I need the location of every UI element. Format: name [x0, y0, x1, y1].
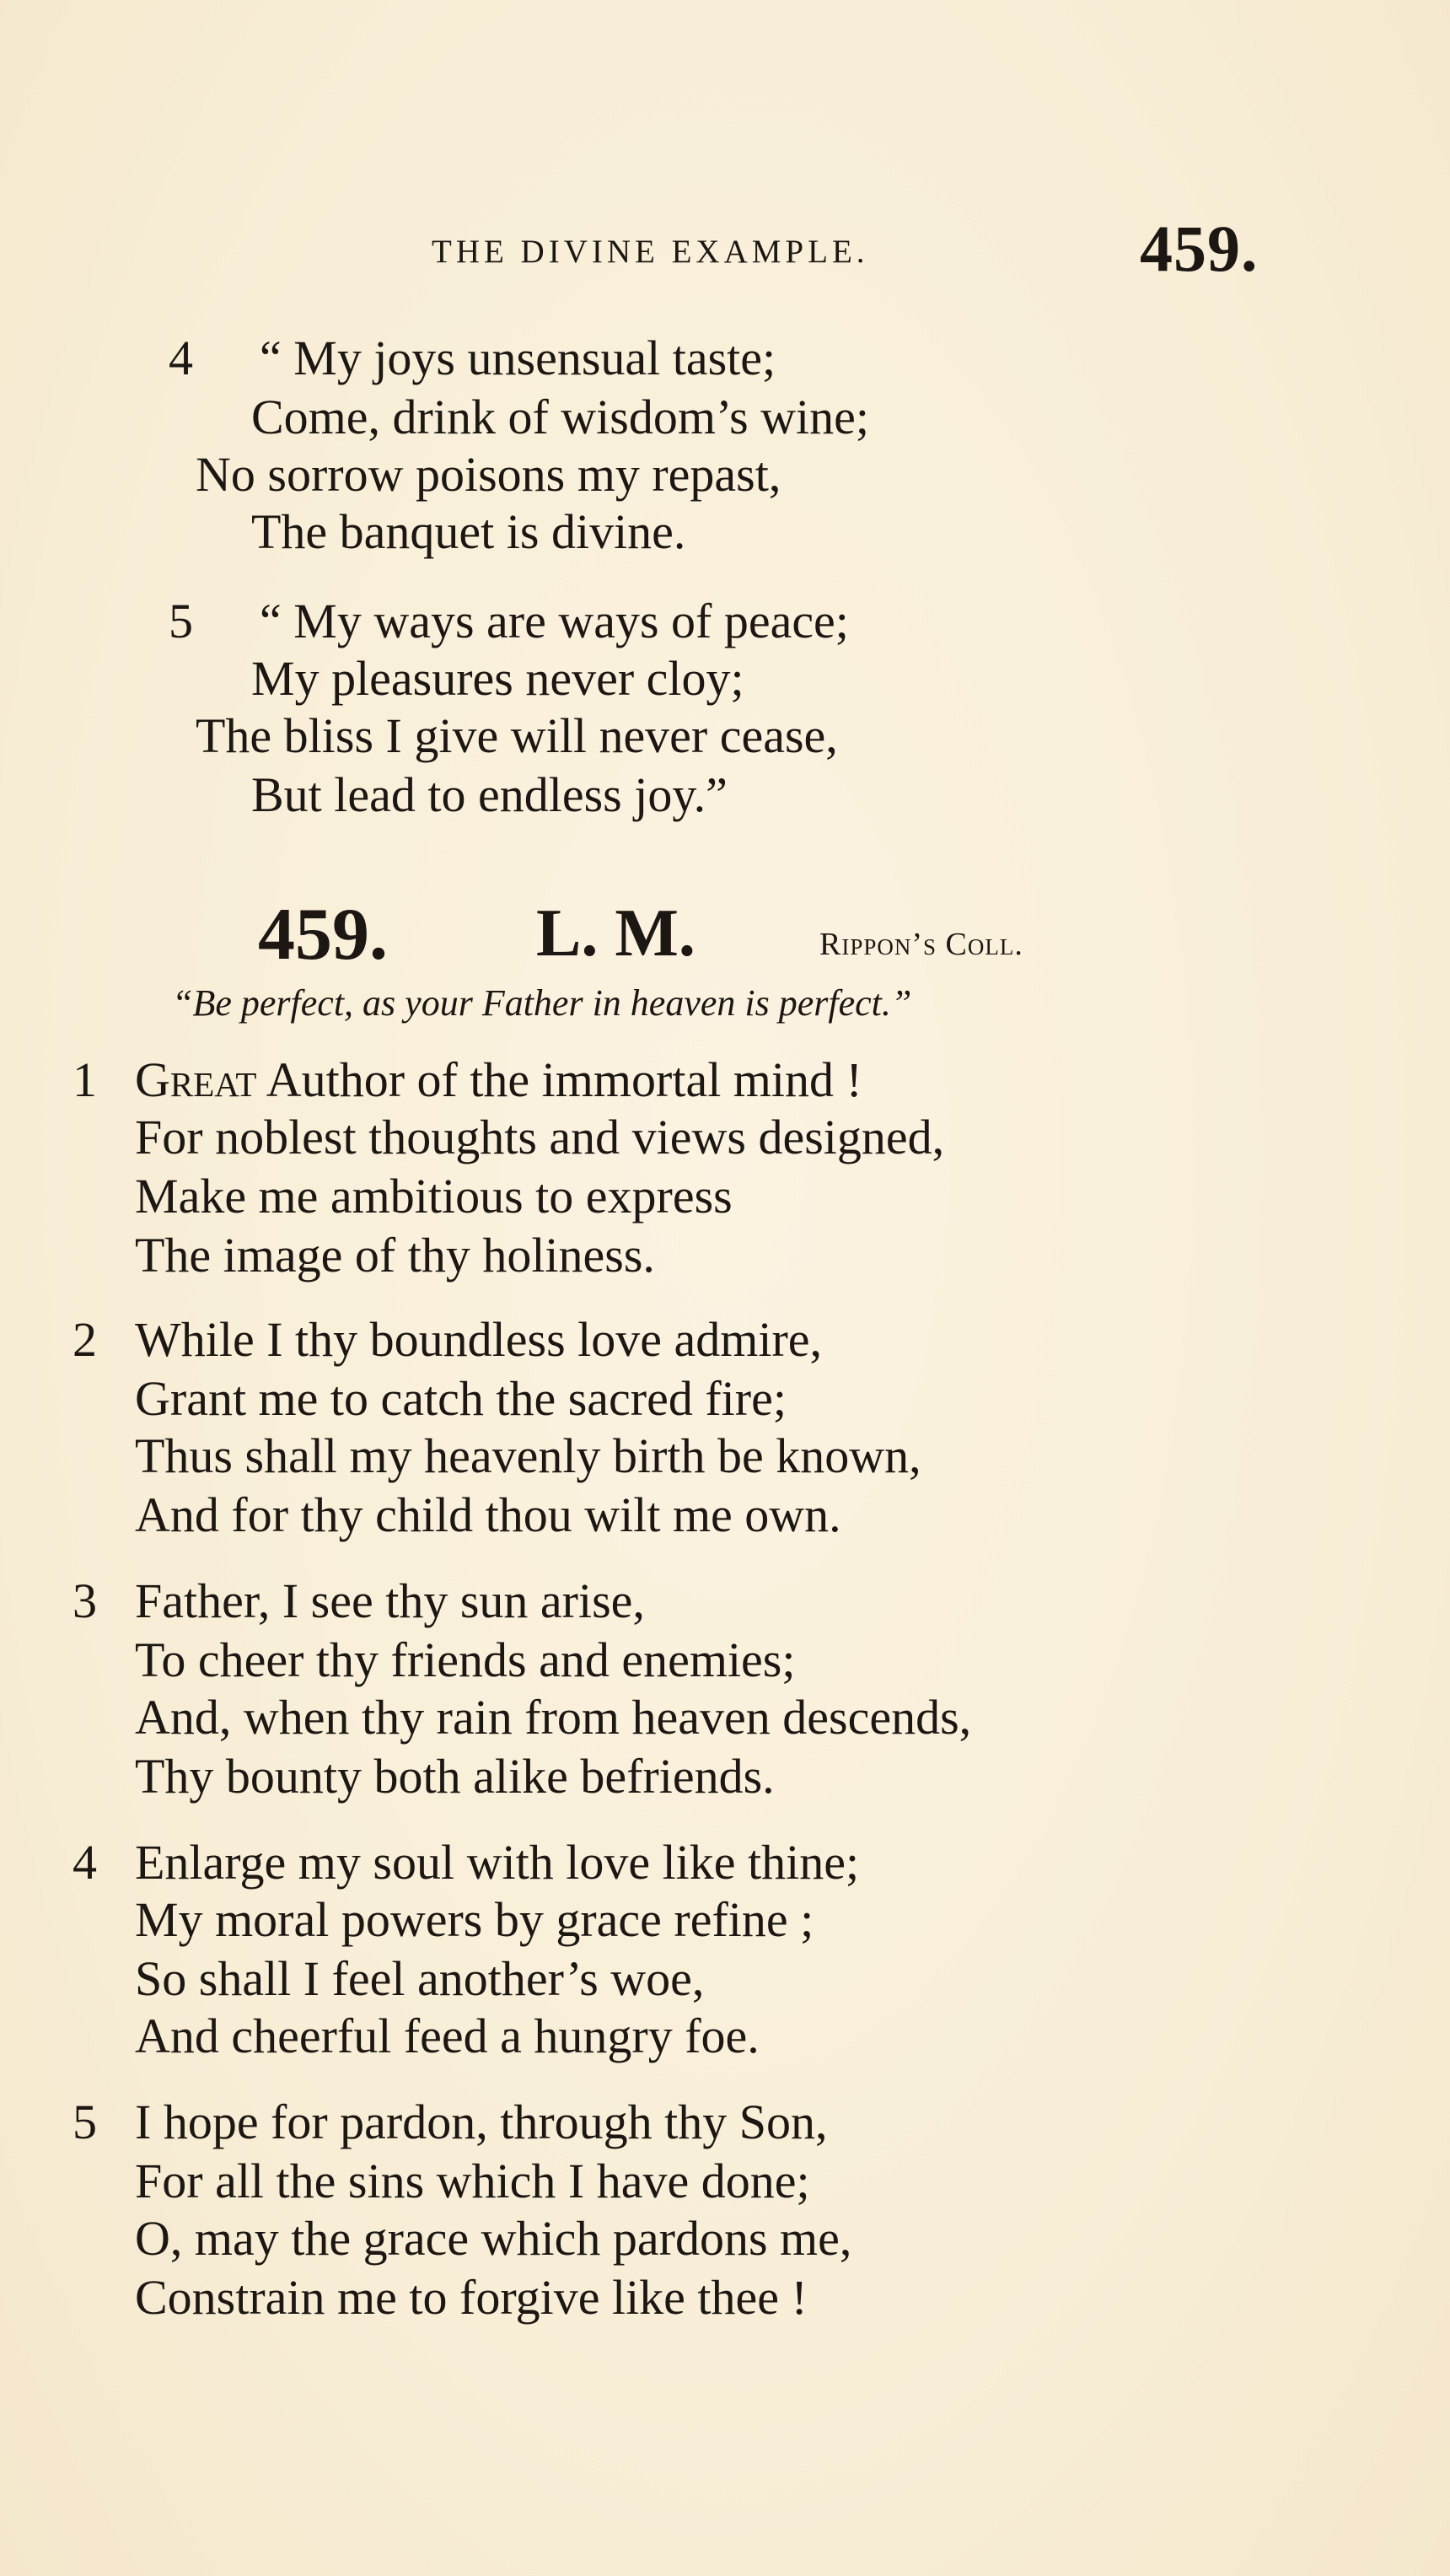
- verse-line: But lead to endless joy.”: [251, 767, 728, 822]
- verse-line: [135, 1052, 862, 1107]
- stanza-number: 4: [72, 1835, 97, 1890]
- verse-line: Grant me to catch the sacred fire;: [135, 1371, 787, 1426]
- verse-line: My pleasures never cloy;: [251, 651, 744, 706]
- verse-line: I hope for pardon, through thy Son,: [135, 2095, 828, 2149]
- hymn-meter: L. M.: [536, 896, 695, 971]
- hymn-epigraph: “Be perfect, as your Father in heaven is perfect.”: [172, 982, 912, 1024]
- verse-line: “ My joys unsensual taste;: [260, 331, 776, 385]
- verse-line: Thy bounty both alike befriends.: [135, 1749, 775, 1804]
- verse-line: No sorrow poisons my repast,: [196, 447, 781, 502]
- verse-line: And, when thy rain from heaven descends,: [135, 1690, 972, 1745]
- verse-line: O, may the grace which pardons me,: [135, 2211, 852, 2266]
- verse-line: Enlarge my soul with love like thine;: [135, 1835, 860, 1890]
- stanza-number: 5: [72, 2095, 97, 2149]
- verse-line: Make me ambitious to express: [135, 1169, 733, 1223]
- stanza-number: 2: [72, 1312, 97, 1367]
- verse-line: To cheer thy friends and enemies;: [135, 1632, 796, 1687]
- stanza-number: 5: [169, 594, 193, 648]
- verse-line: Thus shall my heavenly birth be known,: [135, 1428, 921, 1483]
- first-word: Great: [135, 1052, 257, 1107]
- verse-line: And cheerful feed a hungry foe.: [135, 2009, 760, 2063]
- running-title: THE DIVINE EXAMPLE.: [432, 234, 869, 270]
- stanza-number: 3: [72, 1573, 97, 1628]
- verse-line: And for thy child thou wilt me own.: [135, 1487, 841, 1542]
- verse-line: For all the sins which I have done;: [135, 2154, 810, 2208]
- stanza-number: 4: [169, 331, 193, 385]
- first-line-rest: Author of the immortal mind !: [256, 1052, 862, 1107]
- verse-line: So shall I feel another’s woe,: [135, 1951, 705, 2006]
- verse-line: While I thy boundless love admire,: [135, 1312, 823, 1367]
- verse-line: The bliss I give will never cease,: [196, 708, 838, 763]
- verse-line: My moral powers by grace refine ;: [135, 1892, 814, 1947]
- hymn-source: Rippon’s Coll.: [819, 927, 1023, 962]
- verse-line: For noblest thoughts and views designed,: [135, 1110, 945, 1164]
- page-number: 459.: [1140, 212, 1259, 285]
- stanza-number: 1: [72, 1052, 97, 1107]
- hymn-heading: [0, 892, 1450, 976]
- verse-line: Constrain me to forgive like thee !: [135, 2270, 808, 2325]
- verse-line: The banquet is divine.: [251, 504, 686, 559]
- hymn-number: 459.: [258, 894, 388, 976]
- verse-line: Father, I see thy sun arise,: [135, 1573, 645, 1628]
- verse-line: The image of thy holiness.: [135, 1228, 655, 1283]
- verse-line: Come, drink of wisdom’s wine;: [251, 390, 870, 444]
- verse-line: “ My ways are ways of peace;: [260, 594, 849, 648]
